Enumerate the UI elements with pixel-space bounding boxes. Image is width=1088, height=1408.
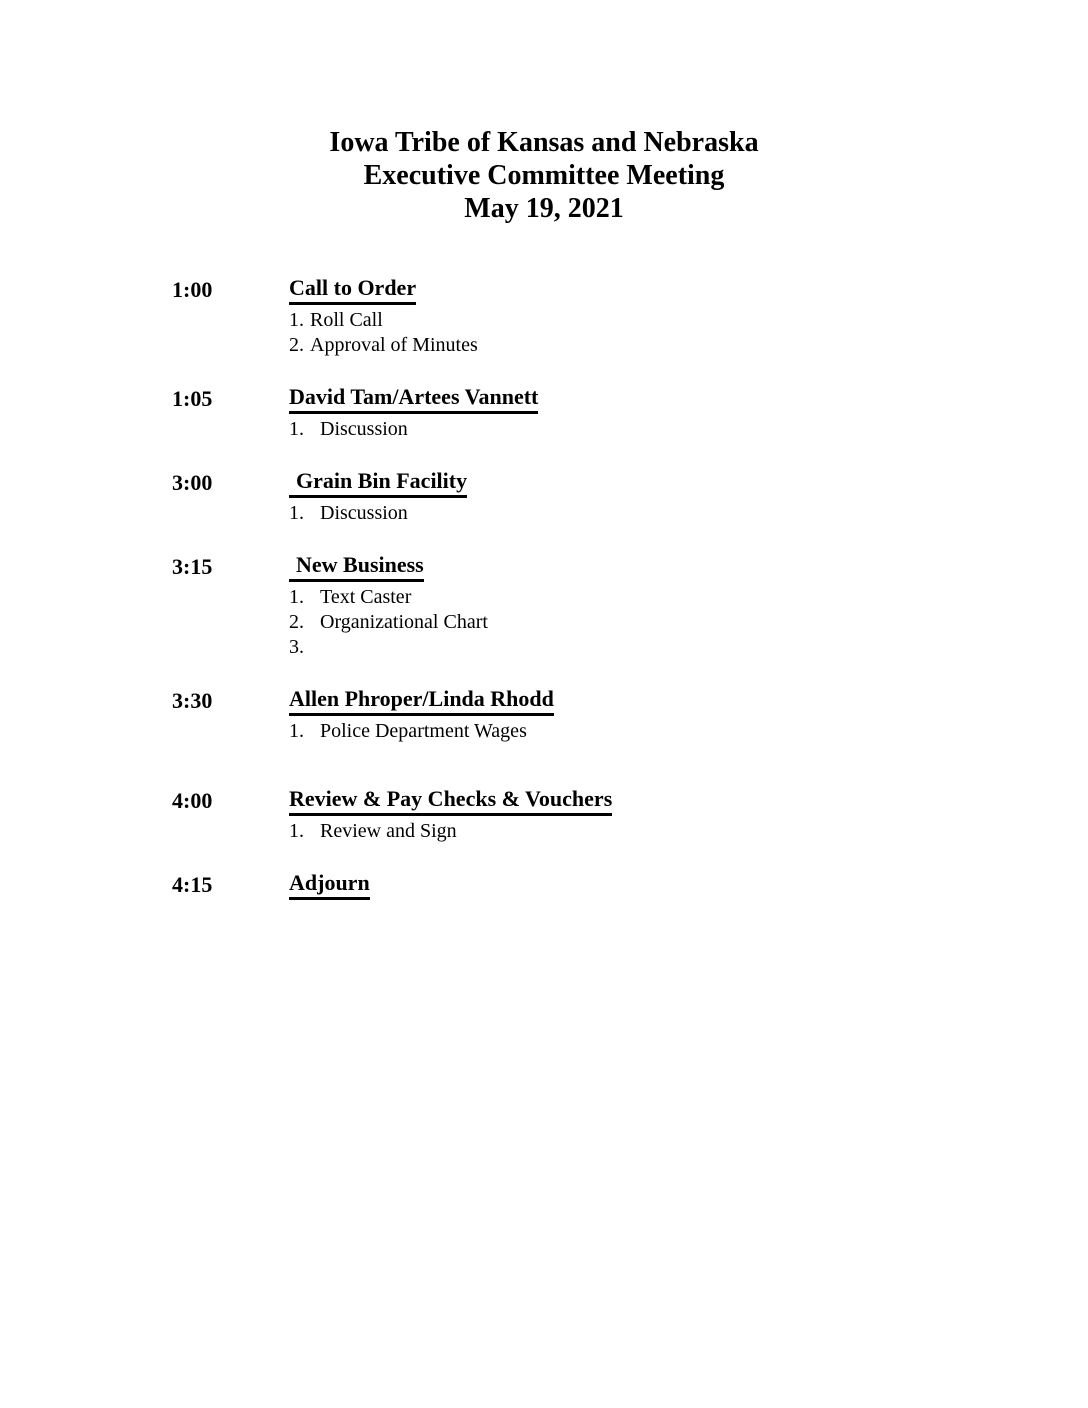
agenda-item bbox=[289, 417, 1028, 442]
agenda-item bbox=[289, 719, 1028, 744]
agenda-section-adjourn bbox=[172, 870, 1028, 900]
document-title bbox=[0, 126, 1088, 225]
item-text: Organizational Chart bbox=[320, 611, 488, 633]
agenda-items bbox=[289, 819, 1028, 844]
agenda-time: 1:05 bbox=[172, 386, 213, 411]
item-text: Roll Call bbox=[310, 309, 383, 331]
agenda-section-david-tam-artees-vannett bbox=[172, 384, 1028, 442]
agenda-list bbox=[0, 275, 1088, 900]
title-line-org: Iowa Tribe of Kansas and Nebraska bbox=[329, 127, 759, 158]
item-text: Approval of Minutes bbox=[310, 334, 478, 356]
item-text: Text Caster bbox=[320, 586, 412, 608]
agenda-heading: Adjourn bbox=[289, 870, 370, 900]
agenda-items bbox=[289, 585, 1028, 660]
agenda-time: 3:30 bbox=[172, 688, 213, 713]
agenda-time: 3:15 bbox=[172, 554, 213, 579]
item-text: Discussion bbox=[320, 418, 408, 440]
agenda-time: 4:15 bbox=[172, 872, 213, 897]
agenda-heading: David Tam/Artees Vannett bbox=[289, 384, 538, 414]
item-text: Review and Sign bbox=[320, 820, 457, 842]
item-text: Police Department Wages bbox=[320, 720, 527, 742]
item-number: 1. bbox=[289, 720, 304, 742]
agenda-items bbox=[289, 501, 1028, 526]
title-line-meeting: Executive Committee Meeting bbox=[363, 160, 725, 191]
item-number: 2. bbox=[289, 611, 304, 633]
title-line-date: May 19, 2021 bbox=[464, 193, 624, 224]
agenda-section-grain-bin-facility bbox=[172, 468, 1028, 526]
agenda-item bbox=[289, 819, 1028, 844]
agenda-section-allen-phroper-linda-rhodd bbox=[172, 686, 1028, 744]
item-number: 3. bbox=[289, 636, 304, 658]
agenda-time: 1:00 bbox=[172, 277, 213, 302]
agenda-section-new-business bbox=[172, 552, 1028, 660]
agenda-heading: Grain Bin Facility bbox=[289, 468, 467, 498]
item-number: 1. bbox=[289, 820, 304, 842]
agenda-heading: Call to Order bbox=[289, 275, 416, 305]
item-number: 2. bbox=[289, 334, 304, 356]
agenda-heading: New Business bbox=[289, 552, 424, 582]
agenda-time: 3:00 bbox=[172, 470, 213, 495]
agenda-item bbox=[289, 333, 1028, 358]
agenda-items bbox=[289, 719, 1028, 744]
agenda-item bbox=[289, 610, 1028, 635]
agenda-item bbox=[289, 501, 1028, 526]
agenda-section-review-pay-checks-vouchers bbox=[172, 786, 1028, 844]
agenda-heading: Allen Phroper/Linda Rhodd bbox=[289, 686, 554, 716]
agenda-heading: Review & Pay Checks & Vouchers bbox=[289, 786, 612, 816]
agenda-item bbox=[289, 308, 1028, 333]
agenda-section-call-to-order bbox=[172, 275, 1028, 358]
agenda-item bbox=[289, 635, 1028, 660]
item-number: 1. bbox=[289, 586, 304, 608]
item-number: 1. bbox=[289, 502, 304, 524]
agenda-time: 4:00 bbox=[172, 788, 213, 813]
agenda-items bbox=[289, 417, 1028, 442]
agenda-items bbox=[289, 308, 1028, 358]
agenda-item bbox=[289, 585, 1028, 610]
item-number: 1. bbox=[289, 309, 304, 331]
item-text: Discussion bbox=[320, 502, 408, 524]
item-number: 1. bbox=[289, 418, 304, 440]
